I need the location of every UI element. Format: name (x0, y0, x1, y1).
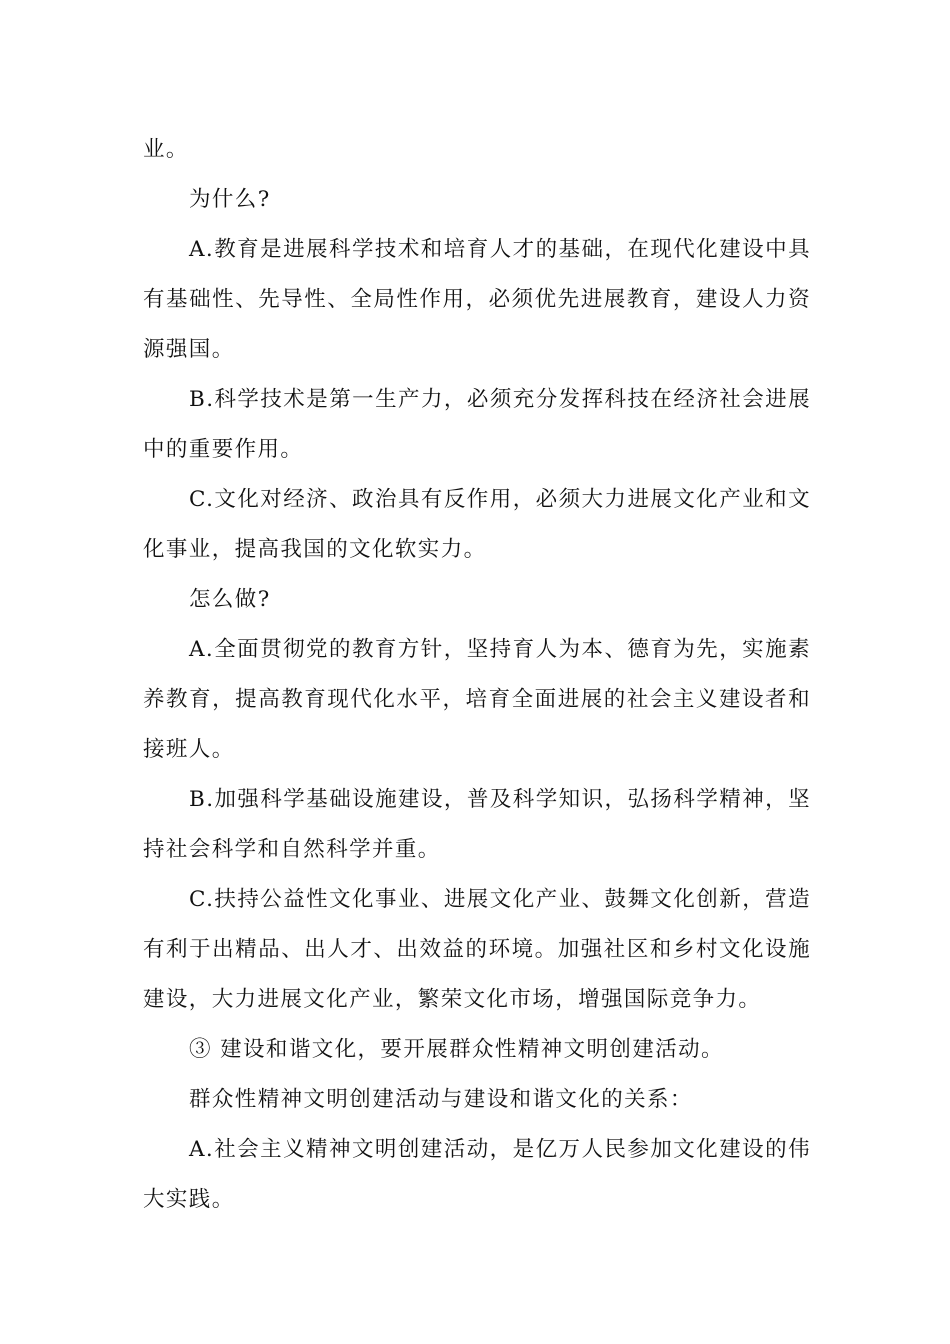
paragraph-relation-heading: 群众性精神文明创建活动与建设和谐文化的关系： (189, 1087, 693, 1112)
paragraph-how-b: B.加强科学基础设施建设，普及科学知识，弘扬科学精神，坚持社会科学和自然科学并重。 (143, 787, 811, 862)
paragraph-why-b: B.科学技术是第一生产力，必须充分发挥科技在经济社会进展中的重要作用。 (143, 387, 811, 462)
heading-how: 怎么做? (189, 587, 271, 612)
paragraph-relation-a: A.社会主义精神文明创建活动，是亿万人民参加文化建设的伟大实践。 (143, 1137, 811, 1212)
paragraph-how-c: C.扶持公益性文化事业、进展文化产业、鼓舞文化创新，营造有利于出精品、出人才、出效益的环境。加强社区和乡村文化设施建设，大力进展文化产业，繁荣文化市场，增强国际竞争力。 (143, 887, 811, 1012)
heading-why: 为什么? (189, 187, 271, 212)
paragraph-continuation: 业。 (143, 137, 189, 162)
paragraph-why-a: A.教育是进展科学技术和培育人才的基础，在现代化建设中具有基础性、先导性、全局性作用，必须优先进展教育，建设人力资源强国。 (143, 237, 811, 362)
document-body (143, 125, 811, 1225)
paragraph-why-c: C.文化对经济、政治具有反作用，必须大力进展文化产业和文化事业，提高我国的文化软实力。 (143, 487, 811, 562)
paragraph-point-3: ③ 建设和谐文化，要开展群众性精神文明创建活动。 (189, 1037, 724, 1062)
paragraph-how-a: A.全面贯彻党的教育方针，坚持育人为本、德育为先，实施素养教育，提高教育现代化水平，培育全面进展的社会主义建设者和接班人。 (143, 637, 811, 762)
